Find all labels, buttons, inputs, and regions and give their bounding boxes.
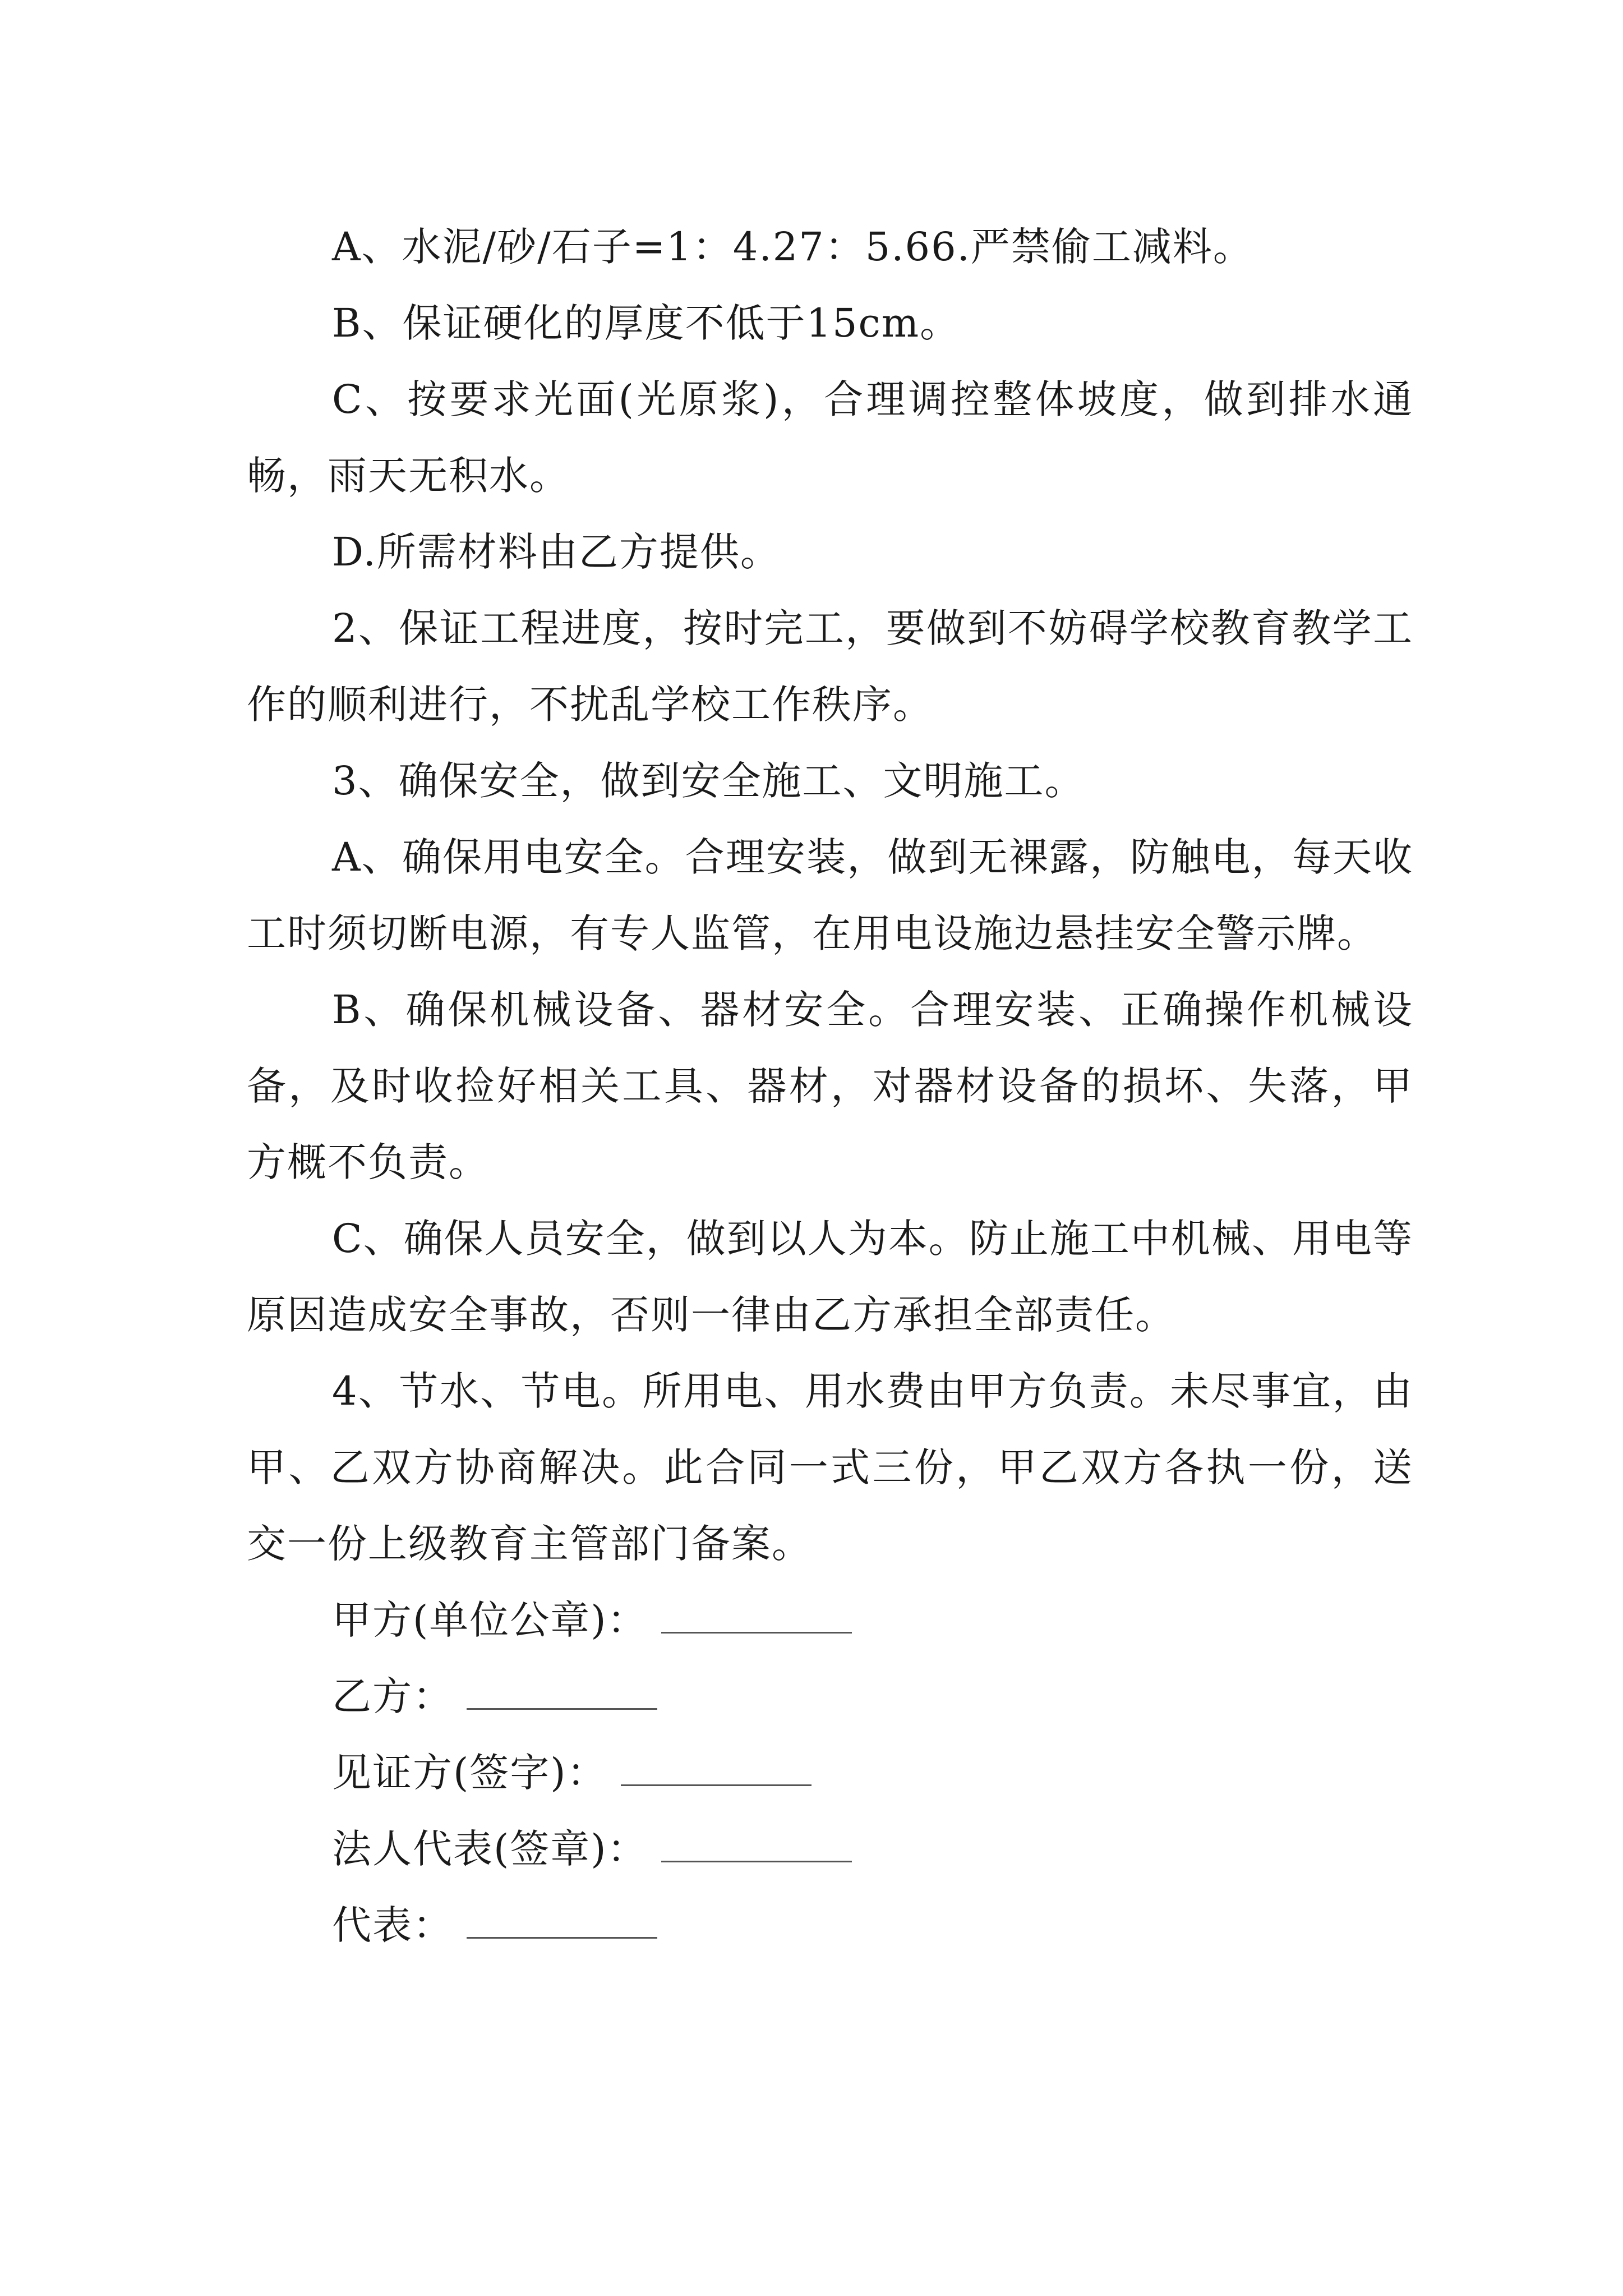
signature-label: 代表： <box>332 1902 453 1948</box>
signature-label: 甲方(单位公章)： <box>332 1597 648 1643</box>
paragraph-safety: 3、确保安全，做到安全施工、文明施工。 <box>332 758 1085 804</box>
signature-blank[interactable] <box>661 1598 852 1634</box>
signature-label: 法人代表(签章)： <box>332 1826 648 1872</box>
signature-blank[interactable] <box>467 1903 657 1939</box>
signature-party-a <box>247 1582 1413 1658</box>
signature-label: 见证方(签字)： <box>332 1750 607 1796</box>
paragraph-electric-safety: A、确保用电安全。合理安装，做到无裸露，防触电，每天收工时须切断电源，有专人监管，在用电设施边悬挂安全警示牌。 <box>247 834 1413 956</box>
paragraph-surface: C、按要求光面(光原浆)，合理调控整体坡度，做到排水通畅，雨天无积水。 <box>247 376 1413 499</box>
signature-party-b <box>247 1658 1413 1734</box>
signature-legal-rep <box>247 1811 1413 1887</box>
paragraph-materials: D.所需材料由乙方提供。 <box>332 529 781 575</box>
document-body <box>247 209 1413 1963</box>
paragraph-schedule: 2、保证工程进度，按时完工，要做到不妨碍学校教育教学工作的顺利进行，不扰乱学校工作秩序。 <box>247 605 1413 728</box>
paragraph-thickness: B、保证硬化的厚度不低于15cm。 <box>332 300 961 346</box>
signature-blank[interactable] <box>661 1827 852 1862</box>
paragraph-mix-ratio: A、水泥/砂/石子=1：4.27：5.66.严禁偷工减料。 <box>332 224 1253 270</box>
paragraph-equipment-safety: B、确保机械设备、器材安全。合理安装、正确操作机械设备，及时收捡好相关工具、器材，对器材设备的损坏、失落，甲方概不负责。 <box>247 987 1413 1185</box>
paragraph-personnel-safety: C、确保人员安全，做到以人为本。防止施工中机械、用电等原因造成安全事故，否则一律由乙方承担全部责任。 <box>247 1216 1413 1338</box>
signature-witness <box>247 1734 1413 1811</box>
signature-representative <box>247 1887 1413 1963</box>
signature-label: 乙方： <box>332 1673 453 1719</box>
signature-blank[interactable] <box>467 1674 657 1710</box>
paragraph-utilities: 4、节水、节电。所用电、用水费由甲方负责。未尽事宜，由甲、乙双方协商解决。此合同一式三份，甲乙双方各执一份，送交一份上级教育主管部门备案。 <box>247 1368 1413 1567</box>
signature-blank[interactable] <box>621 1751 811 1786</box>
